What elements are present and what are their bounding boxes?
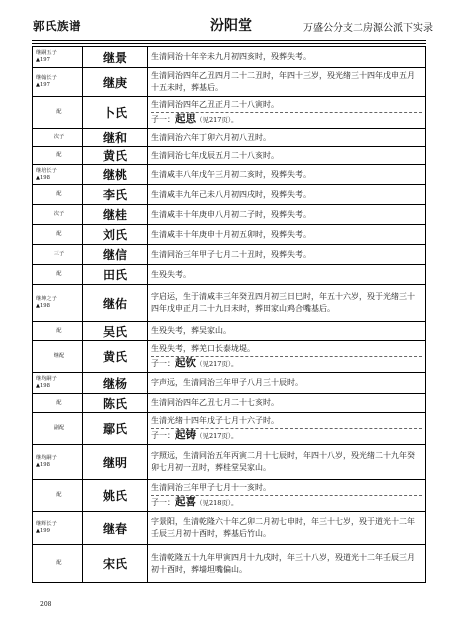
table-row (33, 394, 426, 413)
relation-cell (33, 445, 83, 480)
genealogy-table (32, 46, 426, 583)
relation-label: 配 (56, 560, 62, 566)
biography-cell (148, 480, 426, 512)
relation-cell (33, 225, 83, 245)
table-row (33, 285, 426, 322)
relation-label: 继辉长子 (36, 521, 57, 527)
page-ref: ▲199 (36, 528, 50, 534)
relation-label: 配 (56, 152, 62, 158)
table-row (33, 480, 426, 512)
child-label: 子一： (151, 359, 175, 368)
relation-label: 继坤之子 (36, 296, 57, 302)
branch-title: 万盛公分支二房源公派下实录 (303, 23, 433, 34)
child-label: 子一： (151, 431, 175, 440)
relation-cell (33, 165, 83, 185)
table-row (33, 413, 426, 445)
biography-cell (148, 545, 426, 583)
child-line (151, 113, 422, 126)
child-label: 子一： (151, 498, 175, 507)
person-name: 黄氏 (83, 341, 148, 373)
table-row (33, 47, 426, 68)
person-name: 吴氏 (83, 322, 148, 341)
biography-cell (148, 205, 426, 225)
page-ref: ▲197 (36, 57, 50, 63)
relation-label: 三子 (53, 251, 65, 257)
table-row (33, 225, 426, 245)
person-name: 继明 (83, 445, 148, 480)
table-row (33, 512, 426, 545)
biography-text: 生清咸丰八年戊午三月初二亥时，殁葬失考。 (151, 169, 311, 179)
relation-label: 配 (56, 271, 62, 277)
biography-cell (148, 373, 426, 394)
person-name: 刘氏 (83, 225, 148, 245)
relation-label: 继培长子 (36, 167, 57, 174)
page-number: 208 (40, 601, 52, 608)
biography-text: 生清咸丰九年己未八月初四戌时，殁葬失考。 (151, 189, 311, 199)
child-line (151, 496, 422, 509)
biography-cell (148, 394, 426, 413)
child-page-ref: （见217页）。 (196, 432, 238, 440)
table-row (33, 129, 426, 147)
relation-cell (33, 185, 83, 205)
relation-label: 副配 (53, 425, 65, 431)
child-page-ref: （见217页）。 (196, 116, 238, 124)
child-label: 子一： (151, 115, 175, 124)
biography-cell (148, 147, 426, 165)
table-row (33, 165, 426, 185)
person-name: 卜氏 (83, 97, 148, 129)
biography-text: 生清同治十年辛未九月初四亥时，殁葬失考。 (151, 52, 311, 61)
person-name: 鄢氏 (83, 413, 148, 445)
biography-text: 字启运，生于清咸丰三年癸丑四月初三日巳时，年五十六岁，殁于光绪三十四年戊申正月二十九日未时，葬田家山鸡合嘴基后。 (151, 292, 415, 313)
relation-label: 次子 (53, 134, 65, 140)
person-name: 田氏 (83, 265, 148, 285)
relation-label: 配 (56, 109, 62, 115)
biography-cell (148, 245, 426, 265)
person-name: 陈氏 (83, 394, 148, 413)
biography-text: 生清光绪十四年戊子七月十六子时。 (151, 416, 279, 425)
biography-text: 生殁失考。 (151, 269, 191, 279)
relation-label: 继均嗣子 (36, 376, 57, 382)
child-line (151, 357, 422, 370)
biography-cell (148, 285, 426, 322)
biography-text: 生清同治三年甲子七月十一亥时。 (151, 483, 271, 492)
biography-text: 生清同治六年丁卯六月初八丑时。 (151, 132, 271, 142)
biography-cell (148, 413, 426, 445)
page-ref: ▲197 (36, 82, 50, 88)
child-page-ref: （见217页）。 (196, 360, 238, 368)
table-row (33, 373, 426, 394)
relation-label: 继翰长子 (36, 75, 57, 81)
person-name: 继桃 (83, 165, 148, 185)
relation-label: 配 (56, 399, 62, 406)
relation-label: 配 (56, 191, 62, 197)
table-row (33, 341, 426, 373)
biography-cell (148, 445, 426, 480)
page-ref: ▲198 (36, 174, 50, 181)
book-title: 郭氏族谱 (33, 19, 81, 33)
page-ref: ▲198 (36, 462, 50, 468)
relation-cell (33, 129, 83, 147)
person-name: 继信 (83, 245, 148, 265)
biography-cell (148, 165, 426, 185)
relation-cell (33, 245, 83, 265)
relation-label: 继嗣五子 (36, 50, 57, 56)
biography-text: 字景阳，生清乾隆六十年乙卯二月初七申时，年三十七岁，殁于道光十二年壬辰三月初十酉时，葬基后竹山。 (151, 517, 415, 538)
relation-label: 配 (56, 492, 62, 498)
child-name: 起钦 (175, 357, 196, 369)
table-row (33, 545, 426, 583)
biography-text: 生清同治四年乙丑四月二十二丑时，年四十三岁，殁光绪三十四年戊申五月十五未时，葬基后。 (151, 71, 415, 92)
person-name: 黄氏 (83, 147, 148, 165)
child-name: 起思 (175, 113, 196, 125)
biography-cell (148, 322, 426, 341)
biography-text: 生清乾隆五十九年甲寅四月十九戌时，年三十八岁，殁道光十二年壬辰三月初十酉时，葬墙坦嘴偏山。 (151, 552, 415, 574)
relation-cell (33, 68, 83, 97)
child-line (151, 429, 422, 442)
person-name: 李氏 (83, 185, 148, 205)
biography-text: 字声远，生清同治三年甲子八月三十辰时。 (151, 378, 303, 387)
biography-text: 生清同治三年甲子七月二十丑时，殁葬失考。 (151, 249, 311, 259)
biography-cell (148, 129, 426, 147)
relation-cell (33, 394, 83, 413)
person-name: 继庚 (83, 68, 148, 97)
biography-cell (148, 97, 426, 129)
table-row (33, 205, 426, 225)
table-row (33, 68, 426, 97)
page-ref: ▲198 (36, 383, 50, 389)
relation-cell (33, 285, 83, 322)
biography-cell (148, 512, 426, 545)
relation-cell (33, 373, 83, 394)
relation-cell (33, 205, 83, 225)
person-name: 继春 (83, 512, 148, 545)
relation-cell (33, 480, 83, 512)
biography-cell (148, 68, 426, 97)
relation-cell (33, 97, 83, 129)
relation-label: 配 (56, 231, 62, 237)
hall-name: 汾阳堂 (210, 18, 252, 34)
relation-cell (33, 47, 83, 68)
person-name: 宋氏 (83, 545, 148, 583)
child-name: 起铸 (175, 429, 196, 441)
biography-cell (148, 47, 426, 68)
table-row (33, 97, 426, 129)
page-ref: ▲198 (36, 303, 50, 309)
biography-text: 生殁失考，葬吴家山。 (151, 326, 231, 335)
table-row (33, 245, 426, 265)
header-rule-thick (32, 40, 426, 41)
relation-cell (33, 322, 83, 341)
biography-cell (148, 341, 426, 373)
table-row (33, 322, 426, 341)
person-name: 继景 (83, 47, 148, 68)
biography-text: 生清同治四年乙丑正月二十八寅时。 (151, 100, 279, 109)
person-name: 继杨 (83, 373, 148, 394)
biography-cell (148, 185, 426, 205)
relation-cell (33, 341, 83, 373)
biography-text: 生清同治七年戊辰五月二十八亥时。 (151, 150, 279, 160)
relation-cell (33, 147, 83, 165)
biography-text: 生清咸丰十年庚申十月初五卯时，殁葬失考。 (151, 229, 311, 239)
child-name: 起喜 (175, 496, 196, 508)
biography-text: 生清同治四年乙丑七月二十七亥时。 (151, 398, 279, 407)
biography-cell (148, 225, 426, 245)
biography-text: 生殁失考，葬羌口长泰垅堤。 (151, 344, 255, 353)
biography-text: 字照远，生清同治五年丙寅二月十七辰时，年四十八岁，殁光绪二十九年癸卯七月初一丑时，葬桂堂吴家山。 (151, 451, 415, 472)
relation-cell (33, 545, 83, 583)
child-page-ref: （见218页）。 (196, 499, 238, 507)
person-name: 姚氏 (83, 480, 148, 512)
person-name: 继佑 (83, 285, 148, 322)
table-row (33, 265, 426, 285)
page-header (0, 12, 455, 38)
relation-label: 继配 (53, 353, 65, 359)
relation-label: 次子 (53, 211, 65, 217)
header-rule-thin (32, 43, 426, 44)
table-row (33, 445, 426, 480)
table-row (33, 147, 426, 165)
biography-text: 生清咸丰十年庚申八月初二子时，殁葬失考。 (151, 209, 311, 219)
relation-cell (33, 265, 83, 285)
relation-cell (33, 413, 83, 445)
table-row (33, 185, 426, 205)
person-name: 继桂 (83, 205, 148, 225)
biography-cell (148, 265, 426, 285)
relation-label: 配 (56, 327, 62, 334)
person-name: 继和 (83, 129, 148, 147)
relation-cell (33, 512, 83, 545)
relation-label: 继均嗣子 (36, 455, 57, 461)
